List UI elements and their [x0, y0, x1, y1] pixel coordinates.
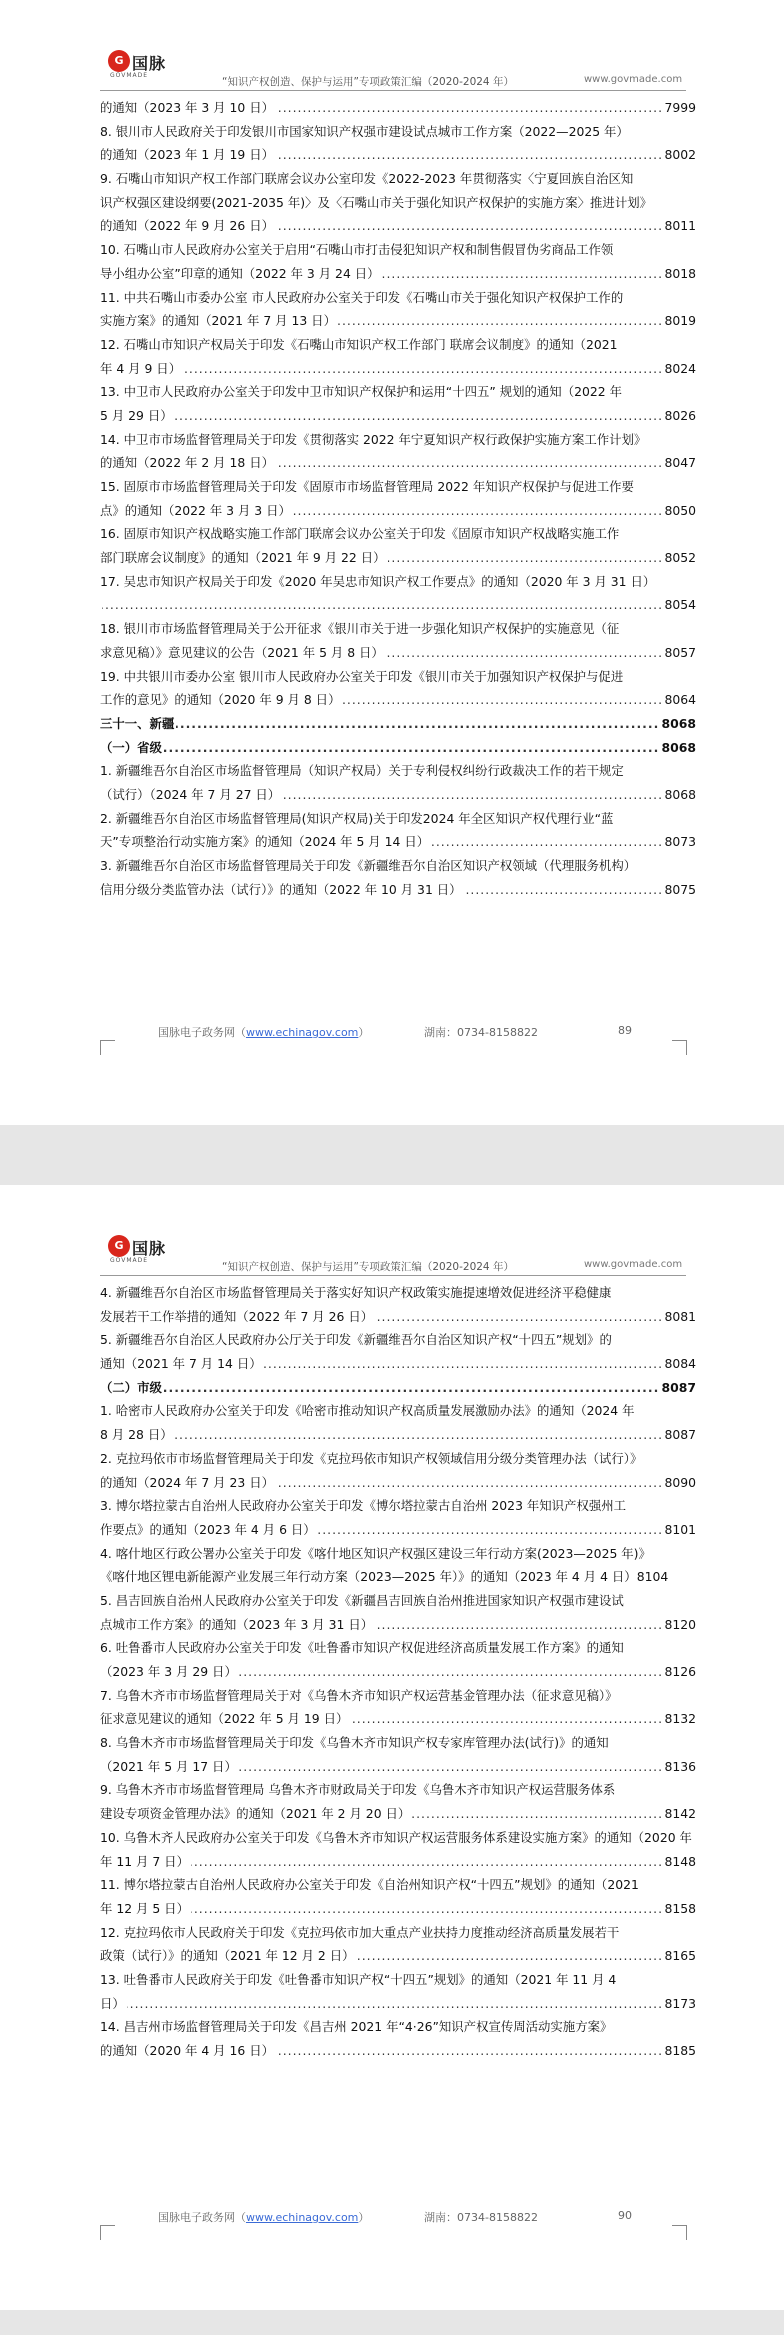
- toc-entry-text: 16. 固原市知识产权战略实施工作部门联席会议办公室关于印发《固原市知识产权战略实施工作: [100, 526, 620, 542]
- toc-entry-text: 13. 中卫市人民政府办公室关于印发中卫市知识产权保护和运用“十四五” 规划的通知（2022 年: [100, 384, 622, 400]
- toc-entry-text: 的通知（2023 年 1 月 19 日）: [100, 147, 275, 163]
- toc-leader-dots: [100, 1376, 666, 1400]
- toc-entry[interactable]: [100, 1281, 696, 1305]
- crop-mark: [672, 2225, 687, 2240]
- toc-page-number: 8090: [662, 1471, 696, 1495]
- crop-mark: [100, 1040, 115, 1055]
- toc-entry[interactable]: [100, 238, 696, 262]
- footer-site-label: 国脉电子政务网（: [158, 1026, 246, 1039]
- footer-site-close: ）: [358, 1026, 370, 1039]
- toc-entry-text: 10. 乌鲁木齐人民政府办公室关于印发《乌鲁木齐市知识产权运营服务体系建设实施方案》的通知（2020 年: [100, 1829, 692, 1845]
- toc-entry[interactable]: [100, 475, 696, 499]
- toc-entry[interactable]: [100, 570, 696, 594]
- toc-entry[interactable]: [100, 262, 696, 286]
- toc-entry-text: [100, 597, 102, 612]
- toc-entry[interactable]: [100, 1376, 696, 1400]
- toc-page-number: 8068: [660, 712, 697, 736]
- toc-page-number: 8073: [662, 830, 696, 854]
- toc-entry[interactable]: [100, 1447, 696, 1471]
- toc-entry[interactable]: [100, 1873, 696, 1897]
- toc-entry[interactable]: [100, 783, 696, 807]
- toc-entry[interactable]: [100, 1518, 696, 1542]
- toc-page-number: 8050: [662, 499, 696, 523]
- toc-entry-text: （2021 年 5 月 17 日）: [100, 1758, 237, 1774]
- toc-entry[interactable]: [100, 1494, 696, 1518]
- toc-page-number: 8165: [662, 1944, 696, 1968]
- footer-site: [158, 1024, 369, 1040]
- toc-entry[interactable]: [100, 286, 696, 310]
- header-title: “知识产权创造、保护与运用”专项政策汇编（2020-2024 年）: [222, 76, 514, 88]
- toc-entry-text: 识产权强区建设纲要(2021-2035 年)〉及〈石嘴山市关于强化知识产权保护的实施方案〉推进计划》: [100, 194, 652, 210]
- toc-entry-text: 实施方案》的通知（2021 年 7 月 13 日）: [100, 313, 336, 329]
- toc-page-number: 8057: [662, 641, 696, 665]
- toc-entry-text: （一）省级: [100, 739, 162, 755]
- toc-page-number: 8185: [662, 2039, 696, 2063]
- toc-page-number: 8068: [660, 736, 697, 760]
- toc-page-number: 8142: [662, 1802, 696, 1826]
- toc-entry[interactable]: [100, 96, 696, 120]
- toc-entry[interactable]: [100, 191, 696, 215]
- toc-page-number: 8024: [662, 357, 696, 381]
- toc-leader-dots: [100, 736, 666, 760]
- toc-entry-text: 2. 克拉玛依市市场监督管理局关于印发《克拉玛依市知识产权领域信用分级分类管理办法（试行）》: [100, 1450, 643, 1466]
- toc-leader-dots: [100, 1992, 666, 2016]
- toc-entry-text: 的通知（2023 年 3 月 10 日）: [100, 100, 275, 115]
- toc-entry[interactable]: [100, 499, 696, 523]
- toc-entry[interactable]: [100, 428, 696, 452]
- toc-entry[interactable]: [100, 1352, 696, 1376]
- toc-entry[interactable]: [100, 665, 696, 689]
- toc-page-number: 8136: [662, 1755, 696, 1779]
- toc-entry-text: 的通知（2022 年 2 月 18 日）: [100, 455, 275, 471]
- toc-entry[interactable]: [100, 546, 696, 570]
- toc-entry-text: 建设专项资金管理办法》的通知（2021 年 2 月 20 日）: [100, 1806, 411, 1822]
- toc-entry[interactable]: [100, 1755, 696, 1779]
- toc-entry-text: （2023 年 3 月 29 日）: [100, 1664, 237, 1679]
- toc-entry-text: 政策（试行）》的通知（2021 年 12 月 2 日）: [100, 1948, 355, 1964]
- toc-entry[interactable]: [100, 120, 696, 144]
- toc-entry-text: 8. 乌鲁木齐市市场监督管理局关于印发《乌鲁木齐市知识产权专家库管理办法(试行)》的通知: [100, 1735, 609, 1751]
- footer-site-link[interactable]: www.echinagov.com: [246, 2211, 359, 2224]
- toc-entry[interactable]: [100, 1684, 696, 1708]
- toc-entry[interactable]: [100, 380, 696, 404]
- header-url: www.govmade.com: [584, 74, 683, 85]
- toc-entry[interactable]: [100, 878, 696, 902]
- toc-entry-text: 10. 石嘴山市人民政府办公室关于启用“石嘴山市打击侵犯知识产权和制售假冒伪劣商品工作领: [100, 242, 614, 258]
- toc-page-number: 8084: [662, 1352, 696, 1376]
- toc-entry[interactable]: [100, 641, 696, 665]
- toc-entry-text: 14. 昌吉州市场监督管理局关于印发《昌吉州 2021 年“4·26”知识产权宣传周活动实施方案》: [100, 2019, 613, 2035]
- toc-page-number: 8026: [662, 404, 696, 428]
- toc-entry[interactable]: [100, 167, 696, 191]
- toc-entry[interactable]: [100, 807, 696, 831]
- toc-page-number: 8002: [662, 143, 696, 167]
- toc-entry[interactable]: [100, 357, 696, 381]
- toc-page-number: 8158: [662, 1897, 696, 1921]
- crop-mark: [100, 2225, 115, 2240]
- toc-entry-text: 14. 中卫市市场监督管理局关于印发《贯彻落实 2022 年宁夏知识产权行政保护实施方案工作计划》: [100, 431, 647, 447]
- toc-entry[interactable]: [100, 404, 696, 428]
- toc-entry[interactable]: [100, 830, 696, 854]
- toc-entry[interactable]: [100, 688, 696, 712]
- toc-entry[interactable]: [100, 1471, 696, 1495]
- toc-entry[interactable]: [100, 1423, 696, 1447]
- document-page-1: [0, 0, 784, 1125]
- toc-entry-text: 12. 克拉玛依市人民政府关于印发《克拉玛依市加大重点产业扶持力度推动经济高质量发展若干: [100, 1924, 620, 1940]
- footer-site-label: 国脉电子政务网（: [158, 2211, 246, 2224]
- toc-page-number: 8068: [662, 783, 696, 807]
- toc-page-number: 8018: [662, 262, 696, 286]
- toc-entry-text: 5. 昌吉回族自治州人民政府办公室关于印发《新疆昌吉回族自治州推进国家知识产权强市建设试: [100, 1592, 624, 1608]
- toc-entry-text: 9. 乌鲁木齐市市场监督管理局 乌鲁木齐市财政局关于印发《乌鲁木齐市知识产权运营服务体系: [100, 1782, 616, 1798]
- toc-entry[interactable]: [100, 1328, 696, 1352]
- footer-phone: 湖南：0734-8158822: [424, 2211, 538, 2224]
- toc-entry-text: 通知（2021 年 7 月 14 日）: [100, 1356, 262, 1372]
- toc-entry-text: 的通知（2024 年 7 月 23 日）: [100, 1474, 275, 1490]
- toc-entry-text: 5. 新疆维吾尔自治区人民政府办公厅关于印发《新疆维吾尔自治区知识产权“十四五”规划》的: [100, 1332, 612, 1348]
- toc-entry[interactable]: [100, 1660, 696, 1684]
- toc-leader-dots: [100, 593, 666, 617]
- footer-site-close: ）: [358, 2211, 370, 2224]
- toc-entry-text: 点》的通知（2022 年 3 月 3 日）: [100, 502, 291, 518]
- toc-entry-text: 5 月 29 日）: [100, 407, 173, 423]
- toc-entry[interactable]: [100, 759, 696, 783]
- toc-entry-text: 11. 中共石嘴山市委办公室 市人民政府办公室关于印发《石嘴山市关于强化知识产权保护工作的: [100, 289, 624, 305]
- toc-entry-text: 3. 新疆维吾尔自治区市场监督管理局关于印发《新疆维吾尔自治区知识产权领域（代理服务机构）: [100, 858, 637, 873]
- toc-entry[interactable]: [100, 214, 696, 238]
- header-divider: [100, 90, 686, 91]
- logo-text: 国脉: [132, 1239, 167, 1258]
- toc-entry[interactable]: [100, 712, 696, 736]
- toc-entry-text: 天”专项整治行动实施方案》的通知（2024 年 5 月 14 日）: [100, 834, 430, 850]
- toc-entry-text: 信用分级分类监管办法（试行）》的通知（2022 年 10 月 31 日）: [100, 881, 462, 897]
- toc-entry-text: 18. 银川市市场监督管理局关于公开征求《银川市关于进一步强化知识产权保护的实施意见（征: [100, 621, 620, 637]
- toc-entry[interactable]: [100, 1636, 696, 1660]
- footer-site-link[interactable]: www.echinagov.com: [246, 1026, 359, 1039]
- toc-entry-text: 部门联席会议制度》的通知（2021 年 9 月 22 日）: [100, 550, 386, 566]
- toc-entry-text: 工作的意见》的通知（2020 年 9 月 8 日）: [100, 692, 341, 708]
- govmade-logo: [108, 1235, 178, 1263]
- logo-mark-icon: G: [108, 1235, 130, 1257]
- toc-entry-text: 年 4 月 9 日）: [100, 360, 182, 376]
- toc-entry[interactable]: [100, 1542, 696, 1566]
- toc-entry-text: 《喀什地区锂电新能源产业发展三年行动方案（2023—2025 年）》的通知（2023 年 4 月 4 日）8104: [100, 1569, 669, 1585]
- toc-entry[interactable]: [100, 143, 696, 167]
- toc-page-number: 8173: [662, 1992, 696, 2016]
- toc-entry[interactable]: [100, 2039, 696, 2063]
- toc-entry-text: 日）: [100, 1995, 125, 2011]
- toc-entry-text: 17. 吴忠市知识产权局关于印发《2020 年吴忠市知识产权工作要点》的通知（2020 年 3 月 31 日）: [100, 573, 656, 589]
- toc-page-number: 8047: [662, 451, 696, 475]
- toc-page-number: 8075: [662, 878, 696, 902]
- toc-entry[interactable]: [100, 1826, 696, 1850]
- logo-mark-icon: G: [108, 50, 130, 72]
- logo-subtitle: GOVMADE: [110, 1257, 149, 1264]
- toc-entry-text: （试行）（2024 年 7 月 27 日）: [100, 786, 281, 802]
- toc-entry-text: 6. 吐鲁番市人民政府办公室关于印发《吐鲁番市知识产权促进经济高质量发展工作方案》的通知: [100, 1640, 624, 1656]
- toc-page-number: 8081: [662, 1305, 696, 1329]
- toc-entry-text: 3. 博尔塔拉蒙古自治州人民政府办公室关于印发《博尔塔拉蒙古自治州 2023 年知识产权强州工: [100, 1498, 627, 1514]
- header-url: www.govmade.com: [584, 1259, 683, 1270]
- logo-text: 国脉: [132, 54, 167, 73]
- toc-page-number: 8148: [662, 1850, 696, 1874]
- toc-page-number: 7999: [662, 96, 696, 120]
- toc-entry[interactable]: [100, 1802, 696, 1826]
- toc-entry-text: 9. 石嘴山市知识产权工作部门联席会议办公室印发《2022-2023 年贯彻落实〈宁夏回族自治区知: [100, 171, 634, 187]
- toc-entry[interactable]: [100, 1565, 696, 1589]
- toc-entry[interactable]: [100, 1399, 696, 1423]
- toc-entry[interactable]: [100, 1589, 696, 1613]
- toc-entry[interactable]: [100, 854, 696, 878]
- toc-entry-text: 求意见稿）》意见建议的公告（2021 年 5 月 8 日）: [100, 644, 384, 660]
- toc-list: [100, 1281, 696, 2063]
- toc-entry-text: 征求意见建议的通知（2022 年 5 月 19 日）: [100, 1711, 349, 1727]
- toc-entry[interactable]: [100, 617, 696, 641]
- toc-entry-text: （二）市级: [100, 1379, 162, 1395]
- document-page-2: [0, 1185, 784, 2310]
- toc-entry[interactable]: [100, 1707, 696, 1731]
- toc-entry[interactable]: [100, 1305, 696, 1329]
- toc-entry[interactable]: [100, 1921, 696, 1945]
- toc-entry-text: 发展若干工作举措的通知（2022 年 7 月 26 日）: [100, 1308, 374, 1324]
- toc-entry-text: 的通知（2022 年 9 月 26 日）: [100, 218, 275, 234]
- logo-subtitle: GOVMADE: [110, 72, 149, 79]
- toc-entry[interactable]: [100, 1613, 696, 1637]
- toc-entry-text: 15. 固原市市场监督管理局关于印发《固原市市场监督管理局 2022 年知识产权保护与促进工作要: [100, 479, 634, 494]
- toc-page-number: 8064: [662, 688, 696, 712]
- toc-entry-text: 4. 新疆维吾尔自治区市场监督管理局关于落实好知识产权政策实施提速增效促进经济平稳健康: [100, 1285, 612, 1300]
- toc-entry[interactable]: [100, 2015, 696, 2039]
- toc-leader-dots: [100, 404, 666, 428]
- header-divider: [100, 1275, 686, 1276]
- toc-entry-text: 13. 吐鲁番市人民政府关于印发《吐鲁番市知识产权“十四五”规划》的通知（2021 年 11 月 4: [100, 1971, 617, 1987]
- toc-page-number: 8101: [662, 1518, 696, 1542]
- toc-entry-text: 1. 新疆维吾尔自治区市场监督管理局（知识产权局）关于专利侵权纠纷行政裁决工作的若干规定: [100, 763, 624, 779]
- toc-page-number: 8054: [662, 593, 696, 617]
- toc-page-number: 8087: [660, 1376, 697, 1400]
- toc-entry-text: 12. 石嘴山市知识产权局关于印发《石嘴山市知识产权工作部门 联席会议制度》的通知（2021: [100, 336, 618, 352]
- page-number: 89: [618, 1024, 632, 1037]
- header-title: “知识产权创造、保护与运用”专项政策汇编（2020-2024 年）: [222, 1261, 514, 1273]
- toc-entry[interactable]: [100, 1992, 696, 2016]
- toc-entry-text: 8. 银川市人民政府关于印发银川市国家知识产权强市建设试点城市工作方案（2022—2025 年）: [100, 123, 629, 139]
- crop-mark: [672, 1040, 687, 1055]
- toc-leader-dots: [100, 712, 666, 736]
- toc-entry[interactable]: [100, 522, 696, 546]
- toc-entry[interactable]: [100, 309, 696, 333]
- toc-entry[interactable]: [100, 593, 696, 617]
- toc-entry[interactable]: [100, 1850, 696, 1874]
- toc-entry[interactable]: [100, 451, 696, 475]
- toc-entry-text: 导小组办公室”印章的通知（2022 年 3 月 24 日）: [100, 265, 380, 281]
- footer-site: [158, 2209, 369, 2225]
- toc-entry-text: 作要点》的通知（2023 年 4 月 6 日）: [100, 1521, 316, 1537]
- toc-page-number: 8011: [662, 214, 696, 238]
- toc-entry[interactable]: [100, 1968, 696, 1992]
- toc-entry-text: 的通知（2020 年 4 月 16 日）: [100, 2043, 275, 2058]
- toc-entry-text: 8 月 28 日）: [100, 1427, 173, 1443]
- toc-entry[interactable]: [100, 1731, 696, 1755]
- toc-entry-text: 1. 哈密市人民政府办公室关于印发《哈密市推动知识产权高质量发展激励办法》的通知（2024 年: [100, 1403, 635, 1419]
- toc-leader-dots: [100, 1423, 666, 1447]
- toc-page-number: 8019: [662, 309, 696, 333]
- toc-entry[interactable]: [100, 1944, 696, 1968]
- toc-entry[interactable]: [100, 736, 696, 760]
- toc-page-number: 8120: [662, 1613, 696, 1637]
- toc-page-number: 8052: [662, 546, 696, 570]
- toc-entry[interactable]: [100, 333, 696, 357]
- toc-entry-text: 年 12 月 5 日）: [100, 1900, 189, 1916]
- toc-entry-text: 三十一、新疆: [100, 715, 175, 731]
- toc-page-number: 8087: [662, 1423, 696, 1447]
- toc-entry-text: 19. 中共银川市委办公室 银川市人民政府办公室关于印发《银川市关于加强知识产权保护与促进: [100, 668, 624, 684]
- toc-entry-text: 2. 新疆维吾尔自治区市场监督管理局(知识产权局)关于印发2024 年全区知识产权代理行业“蓝: [100, 810, 614, 826]
- toc-entry[interactable]: [100, 1778, 696, 1802]
- footer-phone: 湖南：0734-8158822: [424, 1026, 538, 1039]
- toc-entry-text: 4. 喀什地区行政公署办公室关于印发《喀什地区知识产权强区建设三年行动方案(2023—2025 年)》: [100, 1545, 651, 1561]
- toc-entry-text: 11. 博尔塔拉蒙古自治州人民政府办公室关于印发《自治州知识产权“十四五”规划》的通知（2021: [100, 1877, 639, 1893]
- govmade-logo: [108, 50, 178, 78]
- toc-entry-text: 点城市工作方案》的通知（2023 年 3 月 31 日）: [100, 1616, 374, 1632]
- toc-page-number: 8126: [662, 1660, 696, 1684]
- toc-list: [100, 96, 696, 901]
- toc-entry-text: 7. 乌鲁木齐市市场监督管理局关于对《乌鲁木齐市知识产权运营基金管理办法（征求意见稿）》: [100, 1687, 618, 1703]
- page-number: 90: [618, 2209, 632, 2222]
- toc-page-number: 8132: [662, 1707, 696, 1731]
- toc-entry[interactable]: [100, 1897, 696, 1921]
- toc-entry-text: 年 11 月 7 日）: [100, 1853, 189, 1869]
- toc-leader-dots: [100, 357, 666, 381]
